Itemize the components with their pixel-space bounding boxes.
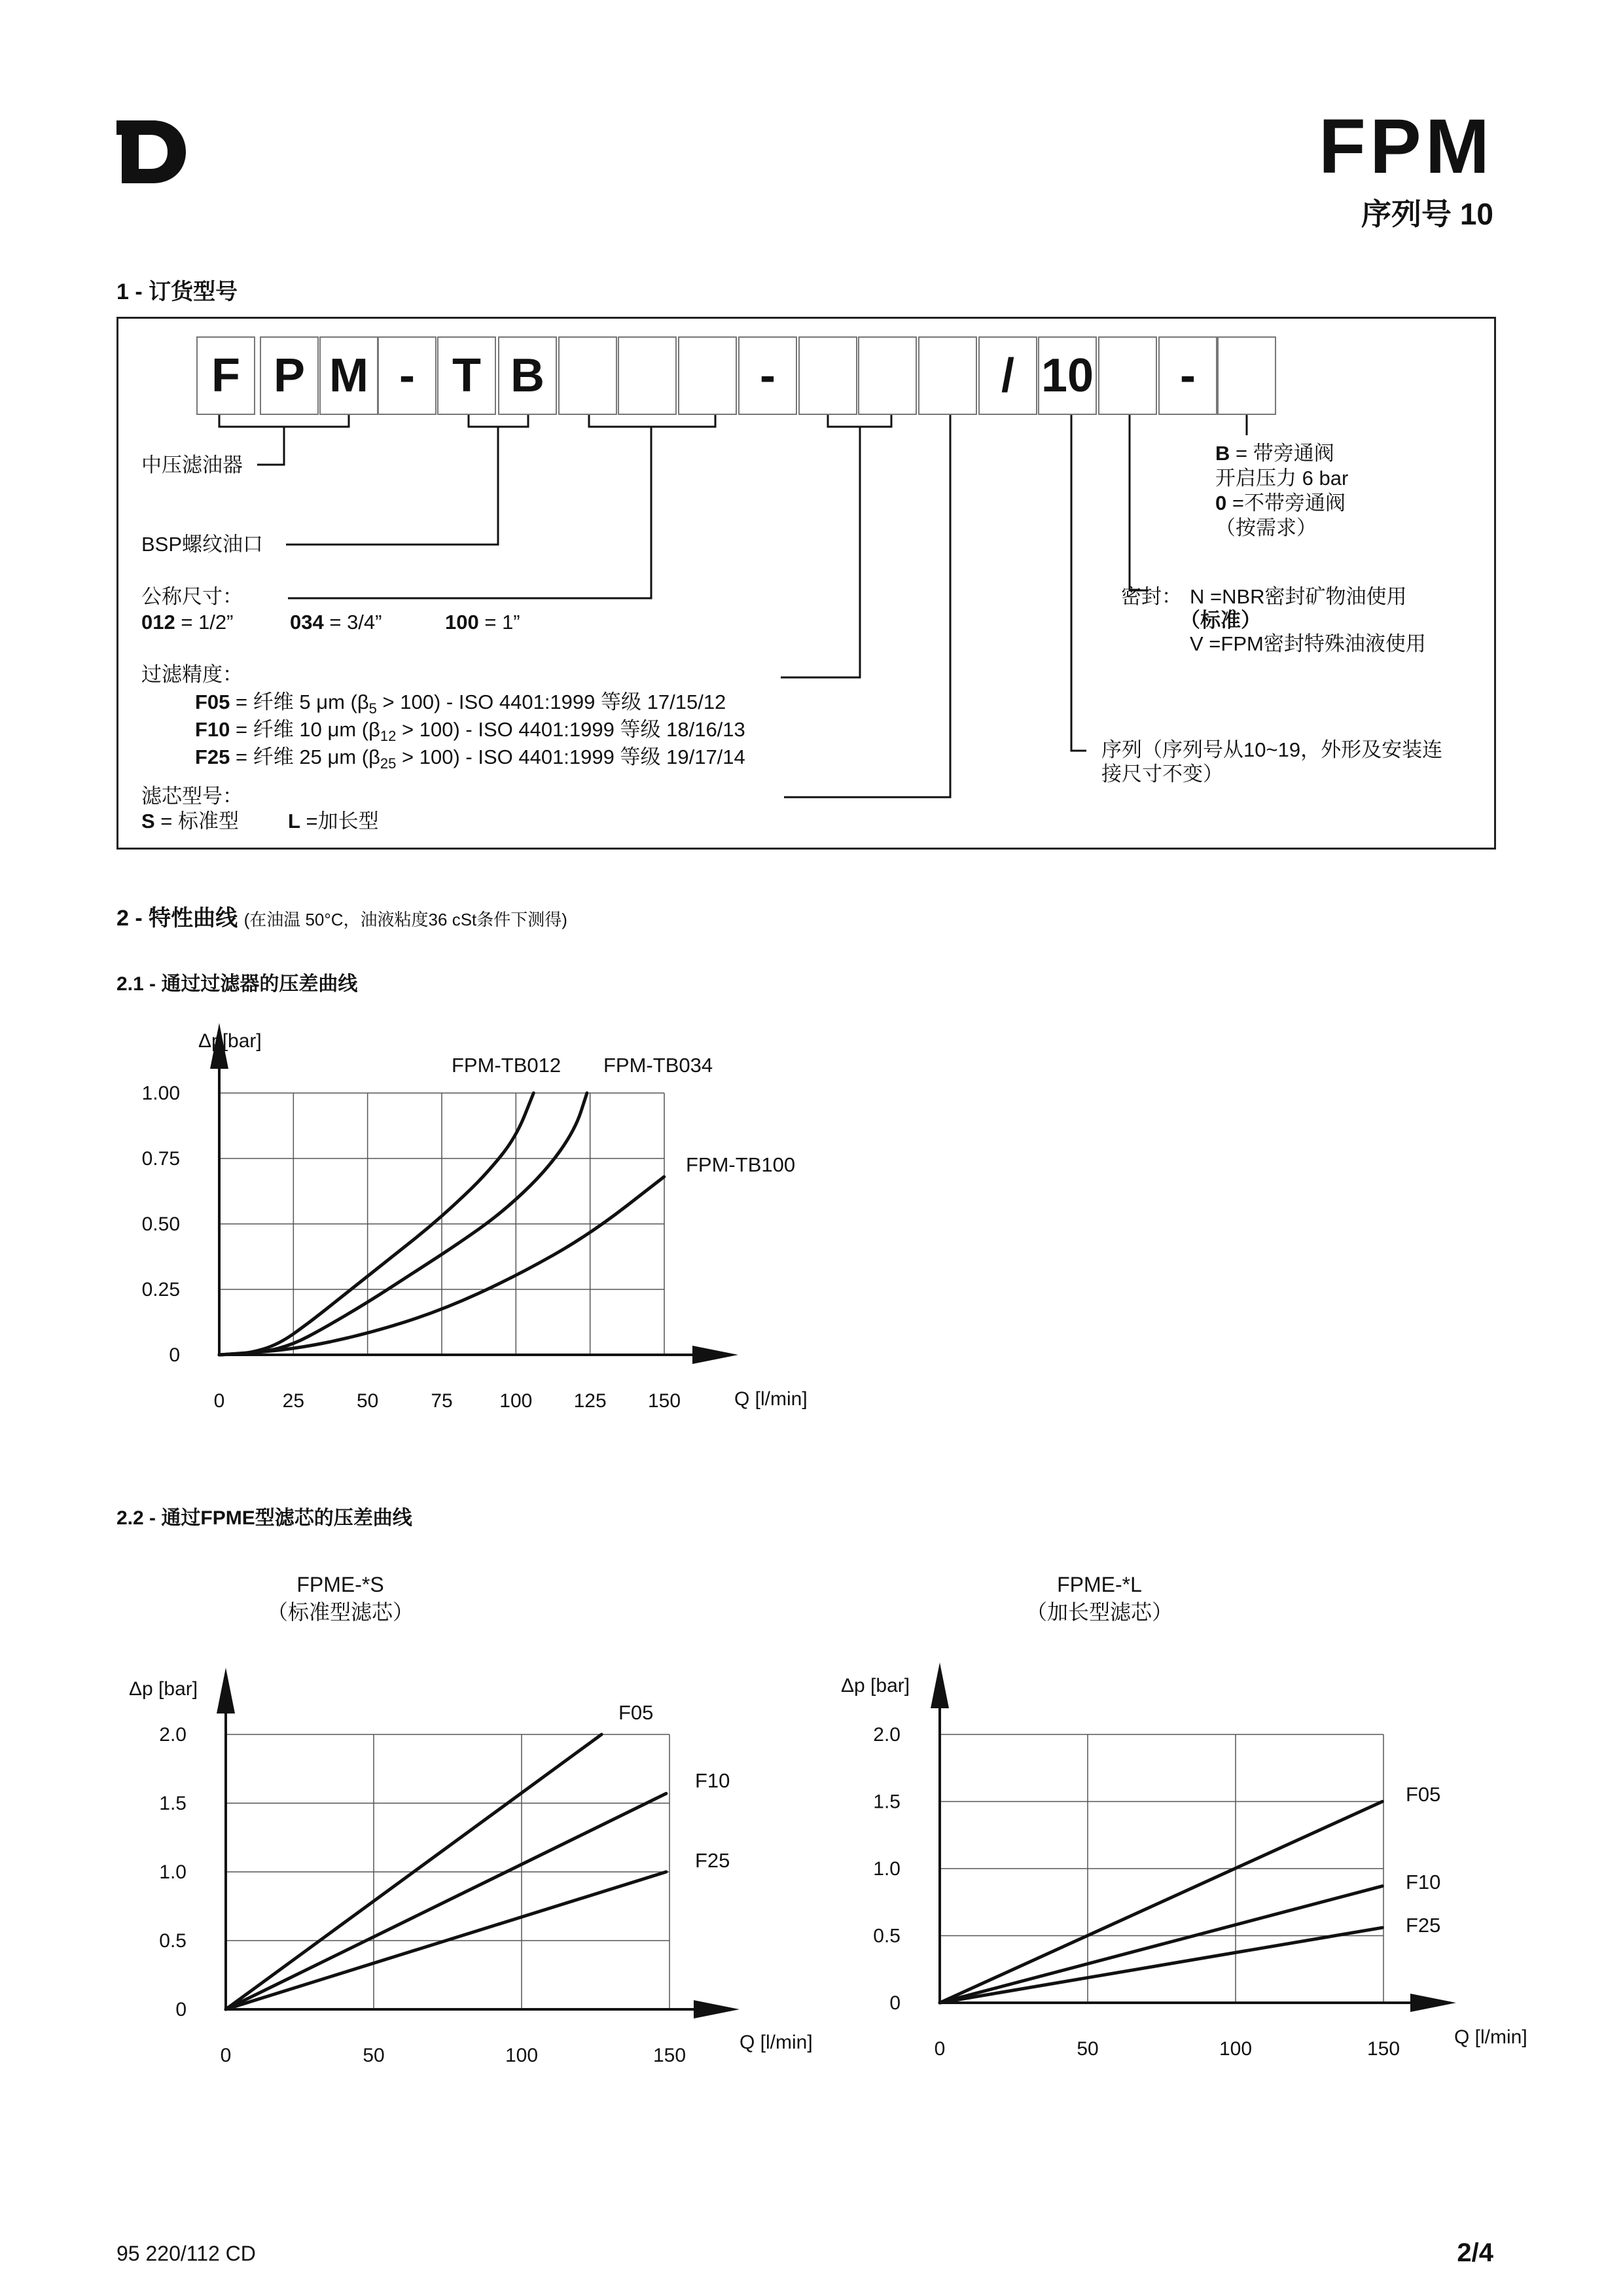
page-number: 2/4 [1457,2238,1493,2267]
section2-title: 2 - 特性曲线 (在油温 50°C，油液粘度36 cSt条件下测得) [116,906,567,931]
y-tick-label: 0.5 [159,1930,187,1952]
x-tick-label: 75 [431,1390,453,1412]
seal-option-v: V =FPM密封特殊油液使用 [1190,632,1426,655]
y-tick-label: 0 [889,1992,901,2014]
x-tick-label: 150 [647,1390,681,1412]
series-label-f05: F05 [618,1701,654,1724]
code-cell: B [498,336,557,415]
document-number: 95 220/112 CD [116,2242,256,2265]
series-label-f25: F25 [1406,1914,1441,1937]
code-cell: / [978,336,1037,415]
section2-2-title: 2.2 - 通过FPME型滤芯的压差曲线 [116,1507,412,1529]
series-label-fpm-tb012: FPM-TB012 [452,1054,562,1077]
series-label-fpm-tb100: FPM-TB100 [686,1153,796,1176]
chart-fpme-s-title: FPME-*S （标准型滤芯） [266,1573,414,1624]
seal-option-n: N =NBR密封矿物油使用 [1190,585,1407,608]
code-cell: F [196,336,255,415]
code-cell: T [437,336,496,415]
y-axis-arrow [217,1668,235,1713]
bypass-option-b-pressure: 开启压力 6 bar [1215,467,1349,490]
x-tick-label: 0 [220,2045,232,2066]
label-filter-type: 中压滤油器 [141,454,243,476]
y-tick-label: 0.50 [141,1213,180,1235]
rating-f05: F05 = 纤维 5 μm $(\beta_5 > 100)$ - ISO 4401:1999 等级 17/15/12 [195,691,726,717]
x-tick-label: 150 [1366,2038,1400,2060]
size-option-034: 034 = 3/4” [290,611,382,634]
x-tick-label: 100 [499,1390,533,1412]
label-element-title: 滤芯型号： [141,785,243,808]
x-tick-label: 100 [505,2045,539,2066]
code-cell: P [260,336,319,415]
bypass-option-0: 0 =不带旁通阀 [1215,492,1346,514]
y-tick-label: 1.5 [159,1793,187,1814]
y-tick-label: 1.5 [873,1791,901,1813]
series-label-f10: F10 [1406,1871,1441,1893]
y-axis-label: Δp[bar] [198,1030,262,1052]
section2-1-title: 2.1 - 通过过滤器的压差曲线 [116,973,358,995]
x-tick-label: 50 [363,2045,385,2066]
series-line-f10 [226,1793,666,2009]
x-axis-label: Q [l/min] [1454,2026,1527,2048]
bypass-option-0-note: （按需求） [1215,516,1317,539]
series-number: 序列号 10 [1361,197,1493,231]
y-axis-arrow [931,1662,949,1708]
size-option-100: 100 = 1” [445,611,520,634]
code-cell: - [1158,336,1217,415]
label-series-line2: 接尺寸不变） [1101,762,1223,785]
label-seal-title: 密封： [1121,585,1182,608]
series-label-f25: F25 [695,1849,730,1872]
series-label-f10: F10 [695,1769,730,1792]
y-tick-label: 0 [169,1344,180,1366]
y-axis-label: Δp [bar] [129,1678,198,1700]
x-tick-label: 50 [1077,2038,1099,2060]
x-tick-label: 0 [213,1390,225,1412]
bypass-option-b: B = 带旁通阀 [1215,442,1334,465]
label-bsp-thread: BSP螺纹油口 [141,533,264,556]
y-tick-label: 1.0 [873,1858,901,1880]
code-cell: M [319,336,378,415]
x-tick-label: 150 [652,2045,687,2066]
x-tick-label: 0 [934,2038,946,2060]
rating-f25: F25 = 纤维 25 μm $(\beta_{25} > 100)$ - ISO 4401:1999 等级 19/17/14 [195,745,745,772]
rating-f10: F10 = 纤维 10 μm $(\beta_{12} > 100)$ - ISO 4401:1999 等级 18/16/13 [195,718,745,745]
series-label-fpm-tb034: FPM-TB034 [603,1054,713,1077]
code-cell: 10 [1038,336,1097,415]
x-tick-label: 125 [573,1390,607,1412]
x-axis-arrow [1410,1994,1456,2012]
y-tick-label: 0.5 [873,1925,901,1947]
y-tick-label: 0.75 [141,1148,180,1170]
section1-title: 1 - 订货型号 [116,279,238,304]
series-label-f05: F05 [1406,1783,1441,1806]
y-tick-label: 2.0 [873,1724,901,1746]
series-line-f25 [940,1928,1382,2003]
y-tick-label: 2.0 [159,1724,187,1746]
size-option-012: 012 = 1/2” [141,611,234,634]
x-tick-label: 25 [282,1390,305,1412]
x-axis-label: Q [l/min] [740,2032,813,2053]
chart-fpme-l-title: FPME-*L （加长型滤芯） [1026,1573,1173,1624]
label-filtration-title: 过滤精度： [141,663,243,686]
x-axis-arrow [694,2000,740,2018]
x-axis-label: Q [l/min] [734,1388,808,1410]
y-axis-label: Δp [bar] [841,1675,910,1696]
y-tick-label: 1.0 [159,1861,187,1883]
y-tick-label: 0.25 [141,1279,180,1300]
code-cell: - [738,336,797,415]
y-tick-label: 1.00 [141,1083,180,1104]
label-nominal-size-title: 公称尺寸： [141,585,243,608]
x-tick-label: 50 [356,1390,379,1412]
element-option-s: S = 标准型 [141,810,240,833]
x-tick-label: 100 [1219,2038,1253,2060]
element-option-l: L =加长型 [288,810,379,833]
code-cell: - [378,336,437,415]
seal-standard-note: （标准） [1180,609,1261,632]
product-name: FPM [1318,103,1493,190]
y-tick-label: 0 [175,1999,187,2020]
label-series-line1: 序列（序列号从10~19，外形及安装连 [1101,738,1443,761]
x-axis-arrow [692,1346,738,1364]
